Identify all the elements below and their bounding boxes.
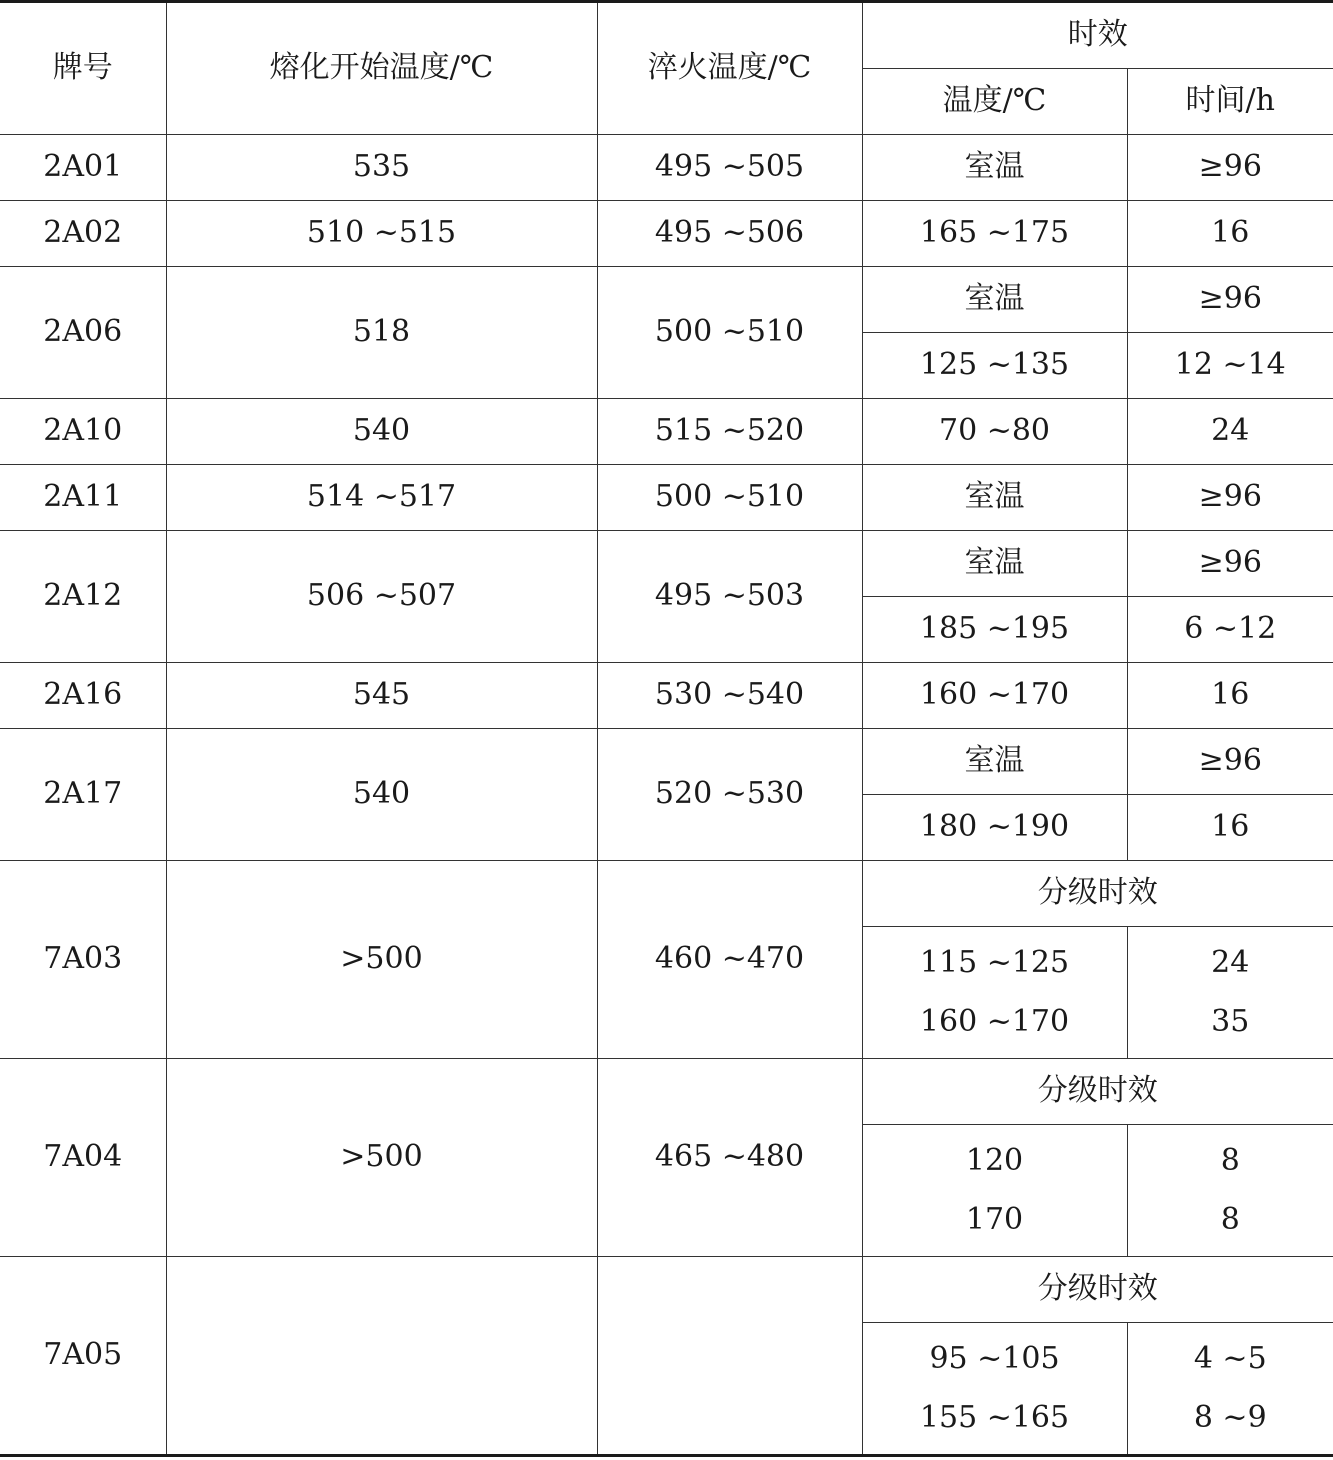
staged-aging-label: 分级时效 [862,1059,1333,1125]
grade-cell: 2A01 [0,135,166,201]
aging-temp-cell [862,1323,1127,1456]
melt-temp-cell: 540 [166,399,597,465]
aging-temp-value: 95 ~105 [929,1341,1060,1376]
grade-cell: 7A04 [0,1059,166,1257]
aging-temp-value: 155 ~165 [919,1399,1070,1435]
quench-temp-cell: 500 ~510 [597,465,862,531]
grade-cell: 7A03 [0,861,166,1059]
quench-temp-cell: 520 ~530 [597,729,862,861]
aging-time-value: 8 [1220,1143,1240,1178]
melt-temp-cell: 506 ~507 [166,531,597,663]
aging-temp-cell: 室温 [862,135,1127,201]
table-row [0,861,1333,927]
aging-time-value: 8 ~9 [1193,1399,1267,1435]
aging-time-cell: ≥96 [1127,729,1333,795]
aging-time-cell [1127,1125,1333,1257]
melt-temp-cell: >500 [166,861,597,1059]
grade-cell: 2A12 [0,531,166,663]
aging-time-cell: 16 [1127,795,1333,861]
aging-temp-cell [862,927,1127,1059]
melt-temp-cell: 545 [166,663,597,729]
staged-aging-label: 分级时效 [862,1257,1333,1323]
melt-temp-cell: >500 [166,1059,597,1257]
grade-cell: 2A16 [0,663,166,729]
aging-time-cell: ≥96 [1127,465,1333,531]
aging-time-cell: 16 [1127,663,1333,729]
aging-time-cell: 12 ~14 [1127,333,1333,399]
melt-temp-cell: 510 ~515 [166,201,597,267]
aging-time-value: 35 [1211,1003,1250,1039]
aging-temp-cell [862,1125,1127,1257]
quench-temp-cell: 495 ~503 [597,531,862,663]
quench-temp-cell: 465 ~480 [597,1059,862,1257]
table-row [0,465,1333,531]
header-melt-start-temp: 熔化开始温度/℃ [166,2,597,135]
table-row [0,1257,1333,1323]
aging-temp-cell: 室温 [862,531,1127,597]
aging-temp-cell: 室温 [862,465,1127,531]
aging-temp-value: 115 ~125 [919,945,1070,980]
grade-cell: 2A11 [0,465,166,531]
aging-time-value: 8 [1220,1201,1240,1237]
grade-cell: 7A05 [0,1257,166,1456]
aging-temp-cell: 165 ~175 [862,201,1127,267]
header-aging-time: 时间/h [1127,69,1333,135]
table-row [0,201,1333,267]
quench-temp-cell: 515 ~520 [597,399,862,465]
aging-time-value: 4 ~5 [1193,1341,1267,1376]
aging-temp-value: 160 ~170 [919,1003,1070,1039]
grade-cell: 2A17 [0,729,166,861]
grade-cell: 2A02 [0,201,166,267]
quench-temp-cell [597,1257,862,1456]
table-row [0,399,1333,465]
header-grade: 牌号 [0,2,166,135]
aging-time-cell [1127,1323,1333,1456]
table-row [0,729,1333,795]
melt-temp-cell: 540 [166,729,597,861]
quench-temp-cell: 460 ~470 [597,861,862,1059]
aging-temp-cell: 室温 [862,729,1127,795]
aging-time-value: 24 [1211,945,1250,980]
aging-temp-value: 170 [965,1201,1024,1237]
table-row [0,135,1333,201]
aging-time-cell: 24 [1127,399,1333,465]
aging-time-cell: 16 [1127,201,1333,267]
table-row [0,1059,1333,1125]
table-row [0,663,1333,729]
aging-temp-cell: 70 ~80 [862,399,1127,465]
quench-temp-cell: 495 ~506 [597,201,862,267]
aging-time-cell: 6 ~12 [1127,597,1333,663]
aging-time-cell: ≥96 [1127,135,1333,201]
aging-temp-cell: 125 ~135 [862,333,1127,399]
aging-temp-cell: 180 ~190 [862,795,1127,861]
aging-time-cell [1127,927,1333,1059]
melt-temp-cell [166,1257,597,1456]
aging-temp-value: 120 [965,1143,1024,1178]
grade-cell: 2A10 [0,399,166,465]
aging-time-cell: ≥96 [1127,531,1333,597]
table-row [0,531,1333,597]
aging-temp-cell: 160 ~170 [862,663,1127,729]
header-aging-temp: 温度/℃ [862,69,1127,135]
quench-temp-cell: 495 ~505 [597,135,862,201]
melt-temp-cell: 518 [166,267,597,399]
quench-temp-cell: 530 ~540 [597,663,862,729]
melt-temp-cell: 535 [166,135,597,201]
staged-aging-label: 分级时效 [862,861,1333,927]
header-quench-temp: 淬火温度/℃ [597,2,862,135]
aging-temp-cell: 室温 [862,267,1127,333]
aging-time-cell: ≥96 [1127,267,1333,333]
header-aging: 时效 [862,2,1333,69]
table-row [0,267,1333,333]
aging-temp-cell: 185 ~195 [862,597,1127,663]
melt-temp-cell: 514 ~517 [166,465,597,531]
grade-cell: 2A06 [0,267,166,399]
quench-temp-cell: 500 ~510 [597,267,862,399]
